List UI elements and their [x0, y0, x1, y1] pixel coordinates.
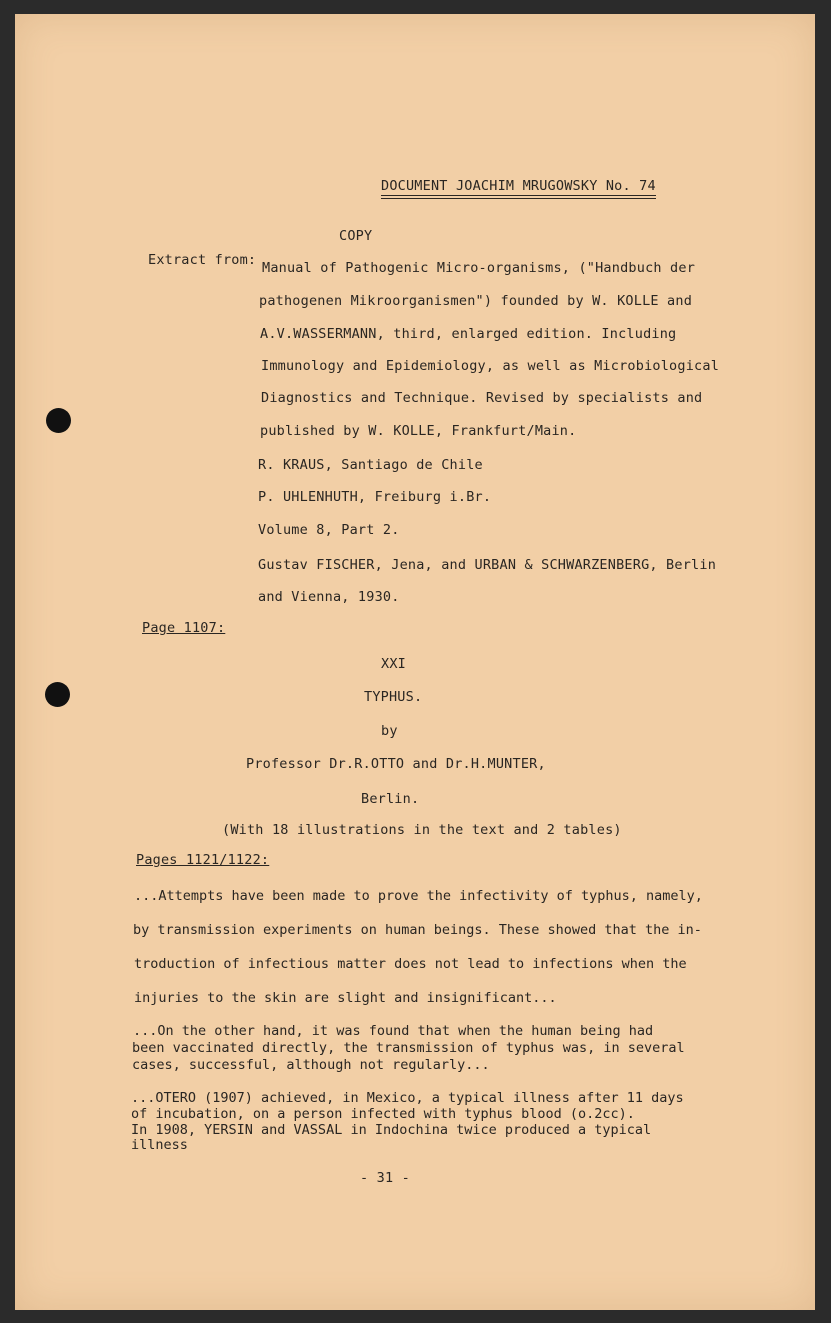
- chapter-authors: Professor Dr.R.OTTO and Dr.H.MUNTER,: [246, 756, 546, 772]
- paragraph-line: troduction of infectious matter does not lead to infections when the: [134, 956, 687, 972]
- punch-hole-bottom: [45, 682, 70, 707]
- extract-line: Volume 8, Part 2.: [258, 522, 400, 538]
- extract-line: A.V.WASSERMANN, third, enlarged edition. Including: [260, 326, 677, 342]
- extract-line: Manual of Pathogenic Micro-organisms, ("Handbuch der: [262, 260, 696, 276]
- extract-line: and Vienna, 1930.: [258, 589, 400, 605]
- paragraph-line: illness: [131, 1137, 188, 1153]
- document-title: DOCUMENT JOACHIM MRUGOWSKY No. 74: [381, 178, 656, 194]
- chapter-title: TYPHUS.: [364, 689, 423, 705]
- punch-hole-top: [46, 408, 71, 433]
- extract-line: R. KRAUS, Santiago de Chile: [258, 457, 483, 473]
- extract-line: Gustav FISCHER, Jena, and URBAN & SCHWARZENBERG, Berlin: [258, 557, 717, 573]
- paragraph-line: by transmission experiments on human beings. These showed that the in-: [133, 922, 702, 938]
- page-number: - 31 -: [360, 1170, 410, 1186]
- paragraph-line: ...On the other hand, it was found that when the human being had: [133, 1023, 654, 1039]
- copy-label: COPY: [339, 228, 373, 244]
- chapter-number: XXI: [381, 656, 406, 672]
- extract-line: Immunology and Epidemiology, as well as Microbiological: [261, 358, 720, 374]
- paragraph-line: ...OTERO (1907) achieved, in Mexico, a typical illness after 11 days: [131, 1090, 684, 1106]
- page-reference: Page 1107:: [142, 620, 226, 636]
- chapter-by: by: [381, 723, 398, 739]
- paragraph-line: of incubation, on a person infected with typhus blood (o.2cc).: [131, 1106, 635, 1122]
- paragraph-line: In 1908, YERSIN and VASSAL in Indochina twice produced a typical: [131, 1122, 652, 1138]
- chapter-city: Berlin.: [361, 791, 420, 807]
- page-reference: Pages 1121/1122:: [136, 852, 270, 868]
- extract-line: P. UHLENHUTH, Freiburg i.Br.: [258, 489, 492, 505]
- extract-line: Diagnostics and Technique. Revised by specialists and: [261, 390, 703, 406]
- extract-line: pathogenen Mikroorganismen") founded by W. KOLLE and: [259, 293, 693, 309]
- extract-label: Extract from:: [148, 252, 257, 268]
- paragraph-line: ...Attempts have been made to prove the infectivity of typhus, namely,: [134, 888, 703, 904]
- paragraph-line: been vaccinated directly, the transmission of typhus was, in several: [132, 1040, 685, 1056]
- chapter-illustrations: (With 18 illustrations in the text and 2 tables): [222, 822, 622, 838]
- paragraph-line: cases, successful, although not regularly...: [132, 1057, 490, 1073]
- extract-line: published by W. KOLLE, Frankfurt/Main.: [260, 423, 577, 439]
- paragraph-line: injuries to the skin are slight and insignificant...: [134, 990, 557, 1006]
